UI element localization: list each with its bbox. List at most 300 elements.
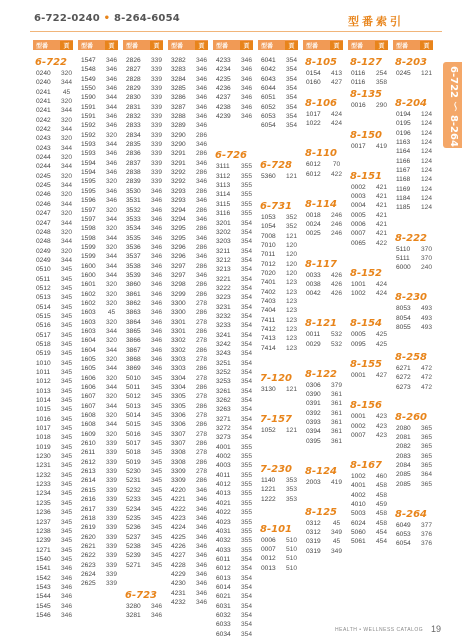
page-ref (420, 78, 433, 87)
index-entry (168, 196, 208, 205)
index-entry (168, 420, 208, 429)
page-ref: 364 (420, 471, 432, 479)
model-number: 6273 (396, 383, 411, 391)
page-ref: 320 (105, 290, 117, 298)
model-number: 4002 (351, 491, 366, 499)
model-number: 5235 (126, 514, 141, 522)
index-entry (393, 119, 433, 128)
page-ref: 339 (150, 141, 162, 149)
page-ref: 344 (105, 141, 117, 149)
model-number: 3202 (216, 228, 231, 236)
page-ref: 426 (330, 271, 342, 279)
page-ref: 120 (285, 251, 297, 259)
index-entry (213, 433, 253, 442)
page-ref: 345 (60, 471, 72, 479)
index-entry (33, 433, 73, 442)
index-entry (168, 383, 208, 392)
page-ref: 346 (150, 262, 162, 270)
column-header-page: 頁 (420, 41, 433, 50)
index-entry (33, 461, 73, 470)
index-entry (123, 290, 163, 299)
model-number: 1593 (81, 141, 96, 149)
page-ref: 339 (150, 150, 162, 158)
model-number: 3305 (171, 402, 186, 410)
page-ref: 345 (150, 384, 162, 392)
index-entry (33, 564, 73, 573)
series-heading: 8-114 (305, 198, 337, 210)
page-ref: 344 (105, 234, 117, 242)
model-number: 7020 (261, 269, 276, 277)
model-number: 1544 (36, 593, 51, 601)
page-ref: 123 (285, 297, 297, 305)
model-number: 1600 (81, 271, 96, 279)
model-number: 4002 (216, 453, 231, 461)
index-entry (168, 392, 208, 401)
page-ref: 320 (105, 393, 117, 401)
page-ref: 121 (285, 172, 297, 180)
model-number (303, 308, 330, 317)
model-number: 1592 (81, 131, 96, 139)
model-number: 0510 (36, 266, 51, 274)
page-ref: 320 (60, 191, 72, 199)
page-ref: 278 (195, 468, 207, 476)
model-number: 2834 (126, 131, 141, 139)
index-entry (393, 166, 433, 175)
page-ref: 354 (285, 66, 297, 74)
index-entry (303, 340, 343, 349)
index-entry (213, 331, 253, 340)
index-entry (303, 427, 343, 436)
model-number: 1543 (36, 583, 51, 591)
page-ref: 354 (285, 113, 297, 121)
index-entry (348, 183, 388, 192)
page-ref: 365 (420, 452, 432, 460)
page-ref: 320 (105, 178, 117, 186)
index-entry (393, 442, 433, 451)
side-tab (443, 62, 462, 148)
model-number: 4001 (351, 482, 366, 490)
index-entry (213, 452, 253, 461)
model-number: 3211 (216, 247, 231, 255)
model-number: 0395 (306, 437, 321, 445)
model-number: 3261 (216, 387, 231, 395)
index-entry (168, 598, 208, 607)
page-ref: 532 (330, 340, 342, 348)
index-entry (33, 349, 73, 358)
page-ref: 424 (375, 280, 387, 288)
page-ref: 346 (60, 611, 72, 619)
model-number: 3538 (126, 262, 141, 270)
model-number: 3869 (126, 365, 141, 373)
model-number: 1001 (351, 280, 366, 288)
page-ref: 123 (285, 307, 297, 315)
index-entry (168, 280, 208, 289)
model-number: 3292 (171, 178, 186, 186)
page-ref (375, 151, 388, 160)
index-entry (213, 181, 253, 190)
model-number: 4231 (171, 589, 186, 597)
page-ref: 346 (60, 593, 72, 601)
series-heading: 8-124 (305, 465, 337, 477)
index-entry (258, 554, 298, 563)
index-entry (168, 430, 208, 439)
index-entry (213, 121, 253, 130)
page-ref: 459 (375, 501, 387, 509)
model-number: 0018 (306, 211, 321, 219)
page-ref: 345 (60, 406, 72, 414)
model-number (393, 88, 420, 97)
page-ref: 120 (285, 260, 297, 268)
index-entry (213, 256, 253, 265)
index-entry (348, 349, 388, 358)
page-ref: 124 (420, 204, 432, 212)
model-number: 2623 (81, 561, 96, 569)
page-ref: 346 (195, 542, 207, 550)
page-ref: 346 (195, 533, 207, 541)
index-entry (33, 219, 73, 228)
page-ref: 419 (330, 478, 342, 486)
model-number (393, 78, 420, 87)
model-number: 6053 (261, 113, 276, 121)
index-entry (213, 405, 253, 414)
page-ref: 346 (150, 337, 162, 345)
model-number: 3221 (216, 275, 231, 283)
model-number: 1184 (396, 195, 411, 203)
page-ref: 422 (375, 239, 387, 247)
series-heading: 6-722 (35, 57, 67, 68)
page-ref: 510 (285, 555, 297, 563)
index-entry (123, 131, 163, 140)
page-ref: 246 (330, 221, 342, 229)
series-heading: 7-230 (260, 464, 292, 476)
page-ref: 424 (330, 120, 342, 128)
index-entry (213, 75, 253, 84)
model-number: 0038 (306, 280, 321, 288)
page-ref: 346 (60, 565, 72, 573)
page-ref: 354 (240, 331, 252, 339)
index-entry (213, 480, 253, 489)
model-number: 2613 (81, 468, 96, 476)
page-ref: 286 (195, 365, 207, 373)
index-entry (258, 485, 298, 494)
index-entry (78, 327, 118, 336)
index-entry (213, 84, 253, 93)
model-number: 2081 (396, 434, 411, 441)
column-header (258, 40, 298, 50)
page-ref: 355 (240, 537, 252, 545)
model-number: 6271 (396, 364, 411, 372)
page-ref (285, 181, 298, 190)
index-entry (33, 88, 73, 97)
model-number: 7412 (261, 325, 276, 333)
index-entry (78, 159, 118, 168)
model-number: 5061 (351, 538, 366, 546)
index-entry (123, 308, 163, 317)
model-number: 3307 (171, 430, 186, 438)
index-column (123, 40, 163, 619)
index-entry (303, 170, 343, 179)
index-entry (393, 332, 433, 341)
page-ref: 361 (330, 390, 342, 398)
index-entry (258, 65, 298, 74)
page-ref: 346 (195, 253, 207, 261)
page-ref: 346 (195, 552, 207, 560)
index-entry (33, 546, 73, 555)
index-entry (393, 254, 433, 263)
model-number: 0248 (36, 238, 51, 246)
model-number: 1608 (81, 412, 96, 420)
model-number: 3262 (216, 397, 231, 405)
page-ref: 354 (240, 303, 252, 311)
index-entry (393, 530, 433, 539)
index-entry (303, 239, 343, 248)
page-ref: 354 (240, 602, 252, 610)
index-entry (33, 134, 73, 143)
index-entry (168, 131, 208, 140)
page-ref: 45 (332, 538, 341, 546)
model-number: 1606 (81, 384, 96, 392)
page-ref: 344 (105, 421, 117, 429)
page-ref: 246 (330, 211, 342, 219)
page-ref: 354 (240, 406, 252, 414)
page-ref: 354 (240, 378, 252, 386)
model-number: 4011 (216, 471, 231, 479)
model-number: 1168 (396, 176, 411, 184)
page-ref: 339 (105, 542, 117, 550)
model-number (348, 160, 375, 169)
model-number: 1592 (81, 122, 96, 130)
page-ref: 286 (195, 458, 207, 466)
index-entry (348, 422, 388, 431)
index-entry (123, 75, 163, 84)
model-number: 3272 (216, 425, 231, 433)
page-ref: 376 (420, 540, 432, 548)
page-ref: 346 (195, 103, 207, 111)
series-heading: 8-154 (350, 318, 382, 330)
page-ref: 124 (420, 157, 432, 165)
page-ref: 345 (150, 458, 162, 466)
model-number: 0511 (36, 275, 51, 283)
page-ref: 365 (420, 480, 432, 488)
page-ref: 278 (195, 299, 207, 307)
index-column (168, 40, 208, 610)
page-ref: 454 (375, 529, 387, 537)
model-number: 3536 (126, 243, 141, 251)
model-number: 5237 (126, 533, 141, 541)
page-ref: 346 (195, 141, 207, 149)
page-ref: 346 (150, 225, 162, 233)
page-ref (330, 138, 343, 147)
index-entry (213, 546, 253, 555)
index-entry (348, 481, 388, 490)
model-number: 4220 (171, 486, 186, 494)
page-ref: 361 (330, 437, 342, 445)
index-entry (393, 129, 433, 138)
page-ref: 458 (375, 519, 387, 527)
index-entry (348, 431, 388, 440)
model-number: 5236 (126, 524, 141, 532)
page-ref: 346 (60, 583, 72, 591)
model-number: 3231 (216, 303, 231, 311)
index-entry (303, 446, 343, 455)
index-entry (123, 168, 163, 177)
page-ref: 290 (375, 101, 387, 109)
index-column (213, 40, 253, 638)
page-ref: 354 (240, 593, 252, 601)
model-number: 0319 (306, 538, 321, 546)
index-entry (33, 116, 73, 125)
index-entry (393, 203, 433, 212)
model-number: 1590 (81, 94, 96, 102)
index-entry (348, 119, 388, 128)
page-ref: 320 (105, 412, 117, 420)
index-entry (393, 424, 433, 433)
page-ref: 344 (60, 238, 72, 246)
model-number: 0240 (36, 79, 51, 87)
model-number: 4235 (216, 75, 231, 83)
page-ref: 344 (105, 402, 117, 410)
index-entry (393, 521, 433, 530)
page-ref: 339 (150, 94, 162, 102)
model-number: 1607 (81, 402, 96, 410)
index-entry (123, 533, 163, 542)
page-ref: 346 (105, 57, 117, 64)
page-ref: 339 (150, 169, 162, 177)
page-ref: 354 (240, 340, 252, 348)
model-number: 3233 (216, 322, 231, 330)
index-entry (348, 192, 388, 201)
index-entry (258, 444, 298, 453)
model-number: 6012 (306, 170, 321, 178)
model-number: 3298 (171, 281, 186, 289)
index-entry (33, 303, 73, 312)
page-ref: 346 (195, 85, 207, 93)
index-entry (303, 248, 343, 257)
model-number: 1017 (36, 425, 51, 433)
index-entry (33, 377, 73, 386)
page-ref: 339 (105, 533, 117, 541)
page-ref: 345 (60, 537, 72, 545)
page-ref: 346 (150, 299, 162, 307)
model-number: 0005 (351, 211, 366, 219)
page-ref (375, 450, 388, 459)
page-ref: 355 (240, 172, 252, 180)
model-number: 4033 (216, 546, 231, 554)
model-number: 3306 (171, 421, 186, 429)
model-number: 0518 (36, 340, 51, 348)
model-number: 1540 (36, 555, 51, 563)
model-number: 5231 (126, 477, 141, 485)
page-ref: 355 (240, 499, 252, 507)
index-entry (168, 177, 208, 186)
index-entry (123, 93, 163, 102)
page-ref (420, 282, 433, 291)
model-number (303, 358, 330, 367)
page-ref: 345 (60, 294, 72, 302)
model-number: 3295 (171, 234, 186, 242)
model-number: 7011 (261, 251, 276, 259)
index-entry (33, 555, 73, 564)
model-number (258, 435, 285, 444)
index-entry (213, 630, 253, 639)
page-ref: 358 (375, 79, 387, 87)
model-number: 1271 (36, 546, 51, 554)
page-ref: 344 (105, 346, 117, 354)
model-number: 3868 (126, 356, 141, 363)
model-number: 5015 (126, 421, 141, 429)
index-entry (213, 56, 253, 65)
model-number: 3307 (171, 440, 186, 448)
model-number: 0012 (261, 555, 276, 563)
model-number: 3291 (171, 150, 186, 158)
page-ref: 345 (60, 303, 72, 311)
page-ref: 423 (375, 413, 387, 421)
index-entry (303, 308, 343, 317)
page-ref: 286 (195, 477, 207, 485)
index-entry (213, 293, 253, 302)
model-number (258, 131, 285, 140)
index-entry (123, 224, 163, 233)
model-number: 6034 (216, 630, 231, 638)
model-number: 1012 (36, 378, 51, 386)
model-number: 3223 (216, 294, 231, 302)
page-ref: 339 (105, 468, 117, 476)
page-ref: 345 (60, 415, 72, 423)
index-entry (213, 131, 253, 140)
page-ref: 354 (285, 94, 297, 102)
page-ref: 346 (150, 281, 162, 289)
index-entry (33, 321, 73, 330)
series-heading: 8-152 (350, 267, 382, 279)
index-entry (393, 138, 433, 147)
index-entry (348, 472, 388, 481)
page-ref: 354 (240, 387, 252, 395)
page-ref (285, 513, 298, 522)
page-ref: 45 (62, 88, 71, 96)
page-ref: 345 (60, 331, 72, 339)
page-ref: 355 (240, 210, 252, 218)
index-entry (78, 290, 118, 299)
page-ref: 377 (420, 521, 432, 529)
column-header-page: 頁 (375, 41, 388, 50)
model-number: 5014 (126, 412, 141, 420)
index-entry (168, 65, 208, 74)
index-entry (168, 439, 208, 448)
index-entry (123, 215, 163, 224)
page-ref (285, 190, 298, 199)
index-entry (78, 280, 118, 289)
index-entry (123, 364, 163, 373)
page-ref: 472 (420, 374, 432, 382)
page-ref (420, 489, 433, 498)
page-ref: 345 (150, 524, 162, 532)
index-entry (168, 336, 208, 345)
model-number: 1166 (396, 157, 411, 165)
index-entry (168, 215, 208, 224)
model-number: 1230 (36, 453, 51, 461)
page-ref (150, 570, 163, 579)
index-entry (393, 480, 433, 489)
index-entry (348, 239, 388, 248)
page-ref: 286 (195, 150, 207, 158)
index-entry (123, 523, 163, 532)
model-number: 3309 (171, 477, 186, 485)
model-number: 7401 (261, 279, 276, 287)
index-entry (213, 508, 253, 517)
page-ref: 286 (195, 281, 207, 289)
page-ref: 349 (330, 529, 342, 537)
model-number: 0195 (396, 120, 411, 128)
